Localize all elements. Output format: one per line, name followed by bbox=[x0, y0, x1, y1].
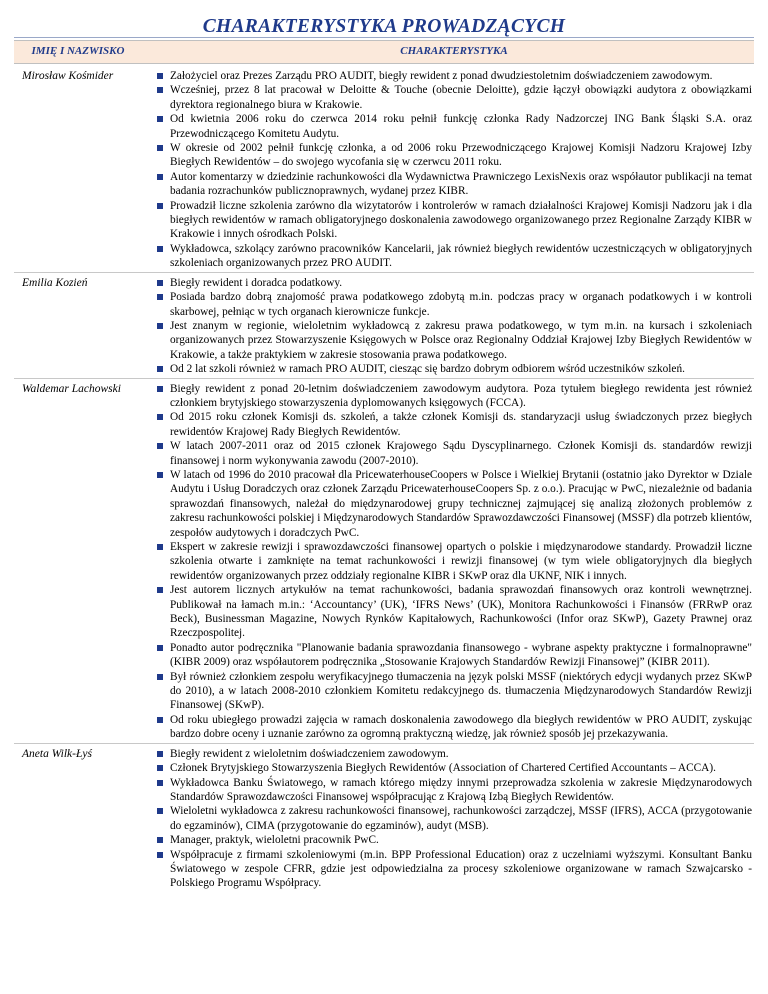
list-item bbox=[156, 382, 754, 411]
instructor-name: Waldemar Lachowski bbox=[22, 382, 121, 395]
list-item bbox=[156, 199, 754, 242]
list-item-text: W latach 2007-2011 oraz od 2015 członek Krajowego Sądu Dyscyplinarnego. Członek Komisji ds. standardów rewizji finansowej i norm wykonywania zawodu (2007-2010). bbox=[170, 440, 752, 467]
characteristics-list bbox=[156, 747, 754, 891]
list-item-text: Od kwietnia 2006 roku do czerwca 2014 roku pełnił funkcję członka Rady Nadzorczej ING Bank Śląski S.A. oraz Przewodniczącego Komitetu Audytu. bbox=[170, 113, 752, 140]
list-item bbox=[156, 439, 754, 468]
table-row bbox=[14, 379, 754, 744]
square-bullet-icon bbox=[157, 116, 163, 122]
characteristics-list bbox=[156, 69, 754, 271]
table-row bbox=[14, 273, 754, 379]
list-item-text: Posiada bardzo dobrą znajomość prawa podatkowego zdobytą m.in. podczas pracy w organach podatkowych i w kontroli skarbowej, pełniąc w tych organach kierownicze funkcje. bbox=[170, 291, 752, 318]
table-row bbox=[14, 744, 754, 892]
square-bullet-icon bbox=[157, 414, 163, 420]
list-item bbox=[156, 761, 754, 775]
list-item-text: Prowadził liczne szkolenia zarówno dla wizytatorów i kontrolerów w ramach działalności Krajowej Komisji Nadzoru jak i dla biegłych rewidentów w ramach obligatoryjnego doskonalenia zawodowego organizowanego przez Regionalne Zarządy KIBR w Krakowie i innych ośrodkach Polski. bbox=[170, 199, 752, 241]
list-item bbox=[156, 362, 754, 376]
header-characteristics-column: CHARAKTERYSTYKA bbox=[400, 45, 508, 57]
list-item-text: Od 2 lat szkoli również w ramach PRO AUDIT, ciesząc się bardzo dobrym odbiorem wśród uczestników szkoleń. bbox=[170, 363, 685, 376]
list-item-text: Założyciel oraz Prezes Zarządu PRO AUDIT, biegły rewident z ponad dwudziestoletnim doświadczeniem zawodowym. bbox=[170, 70, 713, 82]
list-item-text: Współpracuje z firmami szkoleniowymi (m.in. BPP Professional Education) oraz z uczelniami wyższymi. Konsultant Banku Światowego w zespole CFRR, gdzie jest odpowiedzialna za procesy szkoleniowe organizowane w ramach Szwajcarsko - Polskiego Programu Współpracy. bbox=[170, 848, 752, 890]
square-bullet-icon bbox=[157, 174, 163, 180]
list-item bbox=[156, 833, 754, 847]
list-item bbox=[156, 583, 754, 641]
square-bullet-icon bbox=[157, 645, 163, 651]
characteristics-list bbox=[156, 382, 754, 742]
list-item-text: Biegły rewident z wieloletnim doświadczeniem zawodowym. bbox=[170, 747, 449, 760]
list-item-text: Wykładowca Banku Światowego, w ramach którego między innymi przeprowadza szkolenia w zakresie Międzynarodowych Standardów Sprawozdawczości Finansowej współpracując z Krajową Izbą Biegłych Rewidentów. bbox=[170, 776, 752, 803]
square-bullet-icon bbox=[157, 366, 163, 372]
list-item bbox=[156, 69, 754, 83]
list-item-text: Ponadto autor podręcznika "Planowanie badania sprawozdania finansowego - wybrane aspekty praktyczne i formalnoprawne" (KIBR 2009) oraz współautorem podręcznika „Stosowanie Krajowych Standardów Rewizji Finansowej” (KIBR 2011). bbox=[170, 641, 752, 669]
list-item-text: Biegły rewident z ponad 20-letnim doświadczeniem zawodowym audytora. Poza tytułem biegłego rewidenta jest również członkiem brytyjskiego stowarzyszenia dyplomowanych księgowych (FCCA). bbox=[170, 382, 752, 409]
list-item bbox=[156, 540, 754, 583]
square-bullet-icon bbox=[157, 87, 163, 93]
list-item-text: W okresie od 2002 pełnił funkcję członka, a od 2006 roku Przewodniczącego Krajowej Komisji Nadzoru Krajowej Izby Biegłych Rewidentów – do swojego wycofania się w czerwcu 2011 roku. bbox=[170, 142, 752, 169]
instructor-name: Aneta Wilk-Łyś bbox=[22, 747, 92, 760]
square-bullet-icon bbox=[157, 587, 163, 593]
square-bullet-icon bbox=[157, 203, 163, 209]
table-row bbox=[14, 66, 754, 273]
list-item bbox=[156, 713, 754, 742]
list-item bbox=[156, 170, 754, 199]
square-bullet-icon bbox=[157, 443, 163, 449]
instructor-name: Mirosław Kośmider bbox=[22, 70, 114, 82]
square-bullet-icon bbox=[157, 280, 163, 286]
square-bullet-icon bbox=[157, 472, 163, 478]
square-bullet-icon bbox=[157, 294, 163, 300]
list-item-text: Wieloletni wykładowca z zakresu rachunkowości finansowej, rachunkowości zarządczej, MSSF (IFRS), ACCA (przygotowanie do egzaminów), CIMA (przygotowanie do egzaminów), audyt (MSB). bbox=[170, 805, 752, 832]
list-item-text: Jest znanym w regionie, wieloletnim wykładowcą z zakresu prawa podatkowego, w tym m.in. na kursach i szkoleniach organizowanych przez Stowarzyszenie Księgowych w Polsce oraz Regionalny Oddział Krajowej Izby Biegłych Rewidentów w Krakowie, a także praktykiem w zakresie stosowania prawa podatkowego. bbox=[170, 319, 752, 361]
list-item-text: Ekspert w zakresie rewizji i sprawozdawczości finansowej opartych o polskie i międzynarodowe standardy. Prowadził liczne szkolenia otwarte i zamknięte na temat rachunkowości i rewizji finansowej (w tym wiele obligatoryjnych dla biegłych rewidentów organizowanych przez oddziały regionalne KIBR i SKwP oraz dla UKNF, NIK i innych. bbox=[170, 541, 752, 582]
square-bullet-icon bbox=[157, 145, 163, 151]
list-item-text: Od roku ubiegłego prowadzi zajęcia w ramach doskonalenia zawodowego dla biegłych rewidentów w PRO AUDIT, zyskując bardzo dobre oceny i uznanie zarówno za ogromną praktyczną wiedzę, jak również sposób jej przekazywania. bbox=[170, 713, 752, 741]
list-item bbox=[156, 468, 754, 540]
list-item bbox=[156, 641, 754, 670]
list-item-text: Wykładowca, szkolący zarówno pracowników Kancelarii, jak również biegłych rewidentów uczestniczących w obligatoryjnych szkoleniach organizowanych przez PRO AUDIT. bbox=[170, 242, 752, 270]
list-item bbox=[156, 804, 754, 833]
title-divider bbox=[14, 37, 754, 38]
list-item bbox=[156, 290, 754, 319]
page-title: CHARAKTERYSTYKA PROWADZĄCYCH bbox=[202, 16, 566, 37]
list-item bbox=[156, 141, 754, 170]
list-item bbox=[156, 776, 754, 805]
list-item bbox=[156, 112, 754, 141]
list-item bbox=[156, 747, 754, 761]
square-bullet-icon bbox=[157, 73, 163, 79]
list-item bbox=[156, 319, 754, 362]
square-bullet-icon bbox=[157, 717, 163, 723]
list-item-text: Był również członkiem zespołu weryfikacyjnego tłumaczenia na język polski MSSF (niektórych edycji wydanych przez SKwP do 2010), a w latach 2008-2010 członkiem Komitetu redakcyjnego ds. tłumaczenia Międzynarodowych Standardów Rewizji Finansowej (SKwP). bbox=[170, 670, 752, 712]
square-bullet-icon bbox=[157, 674, 163, 680]
square-bullet-icon bbox=[157, 386, 163, 392]
list-item-text: Wcześniej, przez 8 lat pracował w Deloitte & Touche (obecnie Deloitte), gdzie łączył obowiązki audytora z obowiązkami dyrektora regionalnego biura w Krakowie. bbox=[170, 84, 752, 111]
square-bullet-icon bbox=[157, 852, 163, 858]
characteristics-list bbox=[156, 276, 754, 377]
instructor-name: Emilia Kozień bbox=[22, 276, 88, 289]
list-item bbox=[156, 848, 754, 891]
square-bullet-icon bbox=[157, 808, 163, 814]
list-item-text: Jest autorem licznych artykułów na temat rachunkowości, badania sprawozdań finansowych oraz kontroli wewnętrznej. Publikował na łamach m.in.: ‘Accountancy’ (UK), ‘IFRS News’ (UK), Monitora Rachunkowości i Finansów (FRRwP oraz Beck), Businessman Magazine, Nowych Rynków Kapitałowych, Rachunkowości (Infor oraz SKwP), Gazety Prawnej oraz Rzeczpospolitej. bbox=[170, 584, 752, 640]
list-item bbox=[156, 276, 754, 290]
square-bullet-icon bbox=[157, 323, 163, 329]
square-bullet-icon bbox=[157, 780, 163, 786]
list-item bbox=[156, 242, 754, 271]
list-item bbox=[156, 670, 754, 713]
square-bullet-icon bbox=[157, 765, 163, 771]
header-name-column: IMIĘ I NAZWISKO bbox=[31, 45, 125, 57]
list-item-text: Od 2015 roku członek Komisji ds. szkoleń, a także członek Komisji ds. standaryzacji usług świadczonych przez biegłych rewidentów Krajowej Rady Biegłych Rewidentów. bbox=[170, 411, 752, 438]
list-item-text: Autor komentarzy w dziedzinie rachunkowości dla Wydawnictwa Prawniczego LexisNexis oraz współautor publikacji na temat badania rozrachunków publicznoprawnych, wydanej przez KIBR. bbox=[170, 170, 752, 198]
square-bullet-icon bbox=[157, 544, 163, 550]
square-bullet-icon bbox=[157, 246, 163, 252]
list-item-text: Manager, praktyk, wieloletni pracownik PwC. bbox=[170, 834, 379, 847]
list-item bbox=[156, 83, 754, 112]
list-item-text: W latach od 1996 do 2010 pracował dla PricewaterhouseCoopers w Polsce i Wielkiej Brytanii (ostatnio jako Dyrektor w Dziale Audytu i Usług Doradczych oraz członek Zarządu PricewaterhouseCoopers Sp. z o.o.). Pracując w PwC, niezależnie od badania sprawozdań finansowych, należał do międzynarodowej grupy technicznej zajmującej się analizą złożonych problemów z zakresu rachunkowości polskiej i Międzynarodowych Standardów Sprawozdawczości Finansowej (MSSF) dla potrzeb klientów, zespołów audytowych i doradczych PwC. bbox=[170, 468, 752, 539]
square-bullet-icon bbox=[157, 751, 163, 757]
instructors-table bbox=[14, 66, 754, 892]
list-item-text: Biegły rewident i doradca podatkowy. bbox=[170, 276, 343, 289]
list-item bbox=[156, 410, 754, 439]
list-item-text: Członek Brytyjskiego Stowarzyszenia Biegłych Rewidentów (Association of Chartered Certified Accountants – ACCA). bbox=[170, 762, 716, 775]
square-bullet-icon bbox=[157, 837, 163, 843]
table-header bbox=[14, 40, 754, 64]
